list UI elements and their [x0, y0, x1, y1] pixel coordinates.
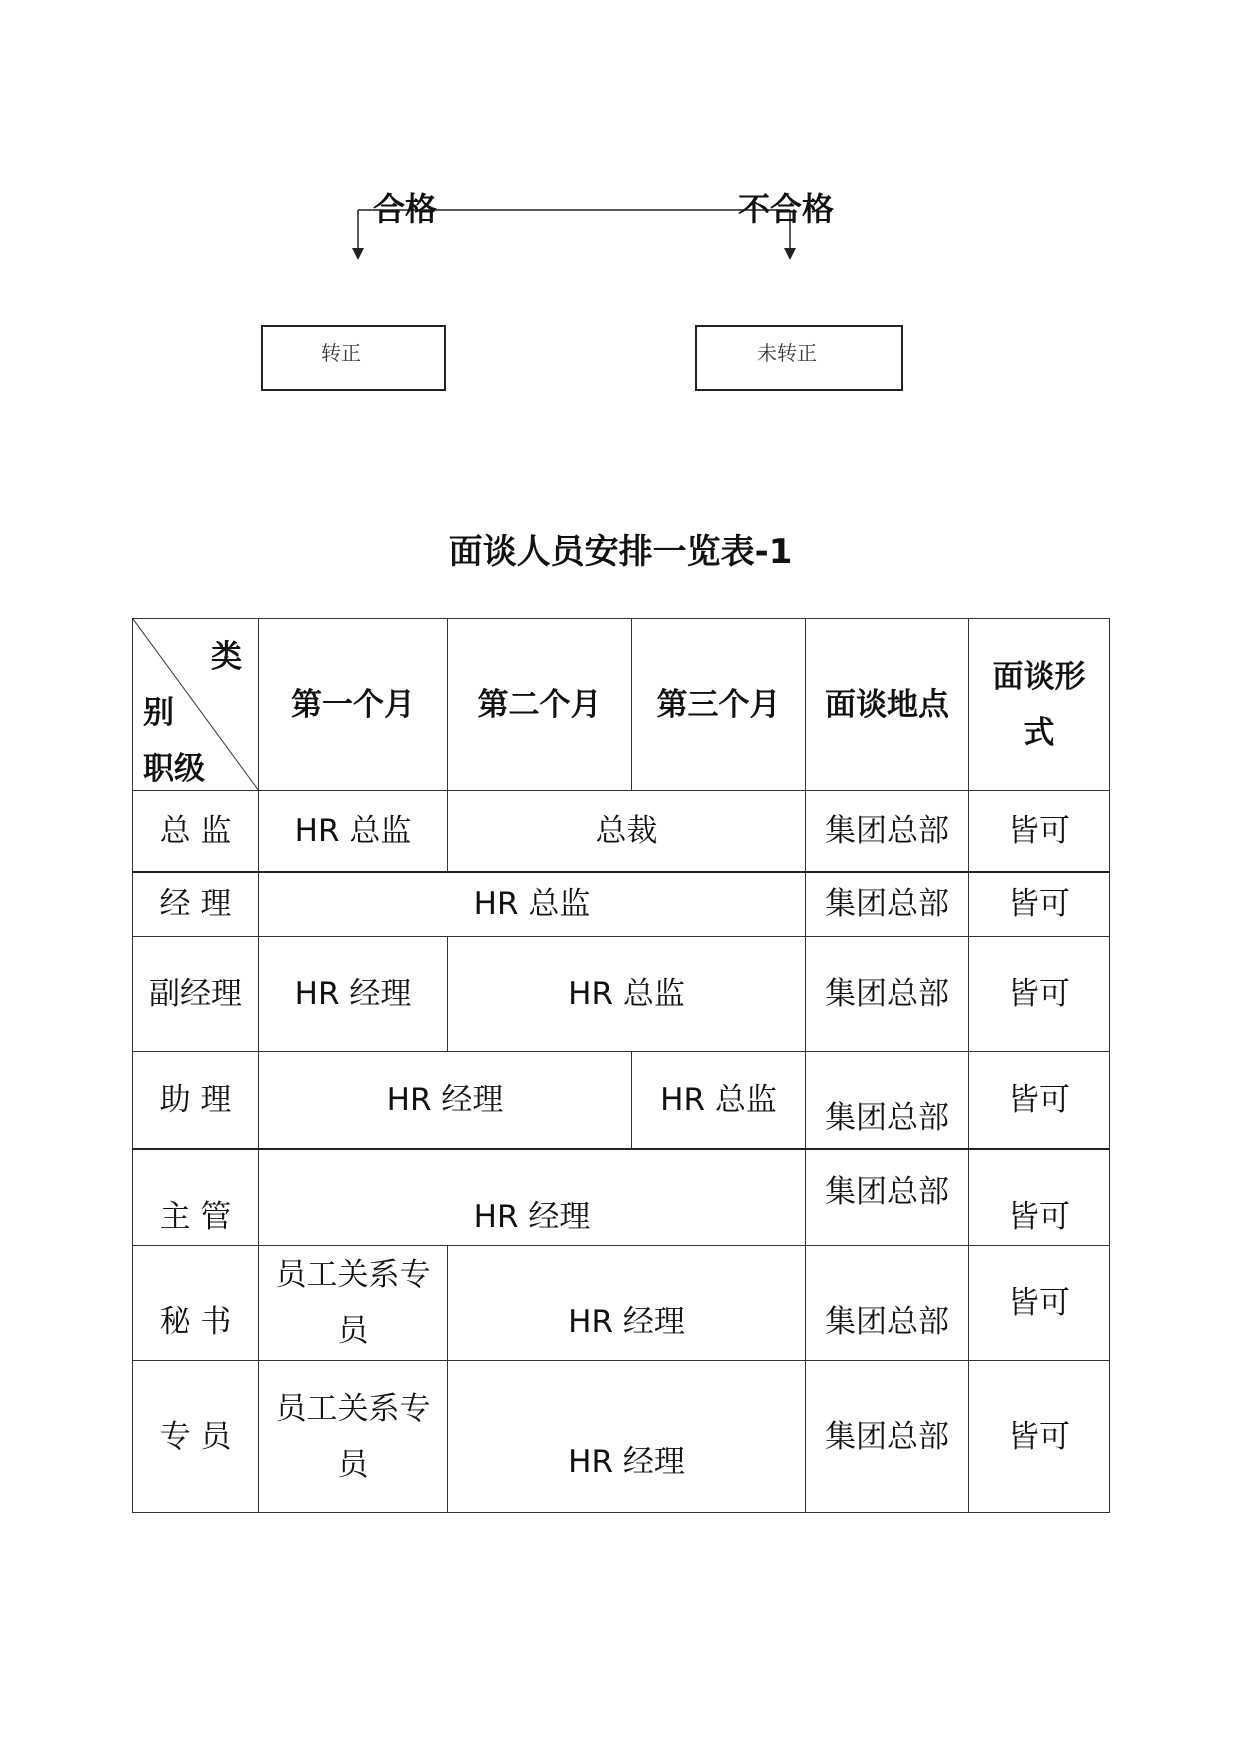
level-cell: 副经理	[133, 937, 259, 1052]
place-cell: 集团总部	[806, 872, 969, 937]
table-row	[133, 1052, 1110, 1149]
fail-label: 不合格	[738, 190, 835, 228]
flowchart-connectors	[0, 0, 1241, 420]
place-cell: 集团总部	[806, 1246, 969, 1361]
corner-label-category-top: 类	[211, 639, 242, 675]
header-format: 面谈形式	[969, 619, 1110, 791]
place-cell: 集团总部	[806, 937, 969, 1052]
level-cell: 经 理	[133, 872, 259, 937]
form-cell: 皆可	[969, 791, 1110, 872]
level-cell: 专 员	[133, 1361, 259, 1513]
form-cell: 皆可	[969, 872, 1110, 937]
pass-label: 合格	[373, 190, 438, 228]
table-row	[133, 937, 1110, 1052]
month1-cell: HR 经理	[259, 937, 448, 1052]
place-cell: 集团总部	[806, 1149, 969, 1246]
corner-label-category-bottom: 别	[143, 695, 174, 731]
pass-result-box	[261, 325, 446, 391]
level-cell: 秘 书	[133, 1246, 259, 1361]
header-month-2: 第二个月	[448, 619, 632, 791]
table-header-row	[133, 619, 1110, 791]
place-cell: 集团总部	[806, 1361, 969, 1513]
table-row	[133, 791, 1110, 872]
table-row	[133, 1246, 1110, 1361]
month23-cell: 总裁	[448, 791, 806, 872]
corner-label-level: 职级	[143, 751, 205, 787]
month1-cell: HR 总监	[259, 791, 448, 872]
form-cell: 皆可	[969, 1052, 1110, 1149]
month1-cell: 员工关系专员	[259, 1246, 448, 1361]
month1-cell: 员工关系专员	[259, 1361, 448, 1513]
table-row	[133, 1149, 1110, 1246]
fail-result-box	[695, 325, 903, 391]
interview-schedule-table	[132, 618, 1110, 1513]
month23-cell: HR 总监	[448, 937, 806, 1052]
month23-cell: HR 经理	[448, 1246, 806, 1361]
level-cell: 主 管	[133, 1149, 259, 1246]
form-cell: 皆可	[969, 1361, 1110, 1513]
month12-cell: HR 经理	[259, 1052, 632, 1149]
level-cell: 总 监	[133, 791, 259, 872]
place-cell: 集团总部	[806, 791, 969, 872]
corner-header-cell	[133, 619, 259, 791]
table-title: 面谈人员安排一览表-1	[448, 532, 793, 572]
fail-result-text: 未转正	[757, 341, 817, 365]
month23-cell: HR 经理	[448, 1361, 806, 1513]
form-cell: 皆可	[969, 1246, 1110, 1361]
header-month-3: 第三个月	[632, 619, 806, 791]
header-location: 面谈地点	[806, 619, 969, 791]
header-month-1: 第一个月	[259, 619, 448, 791]
month3-cell: HR 总监	[632, 1052, 806, 1149]
place-cell: 集团总部	[806, 1052, 969, 1149]
pass-result-text: 转正	[321, 341, 361, 365]
month123-cell: HR 总监	[259, 872, 806, 937]
table-row	[133, 1361, 1110, 1513]
month123-cell: HR 经理	[259, 1149, 806, 1246]
form-cell: 皆可	[969, 937, 1110, 1052]
table-row	[133, 872, 1110, 937]
level-cell: 助 理	[133, 1052, 259, 1149]
form-cell: 皆可	[969, 1149, 1110, 1246]
